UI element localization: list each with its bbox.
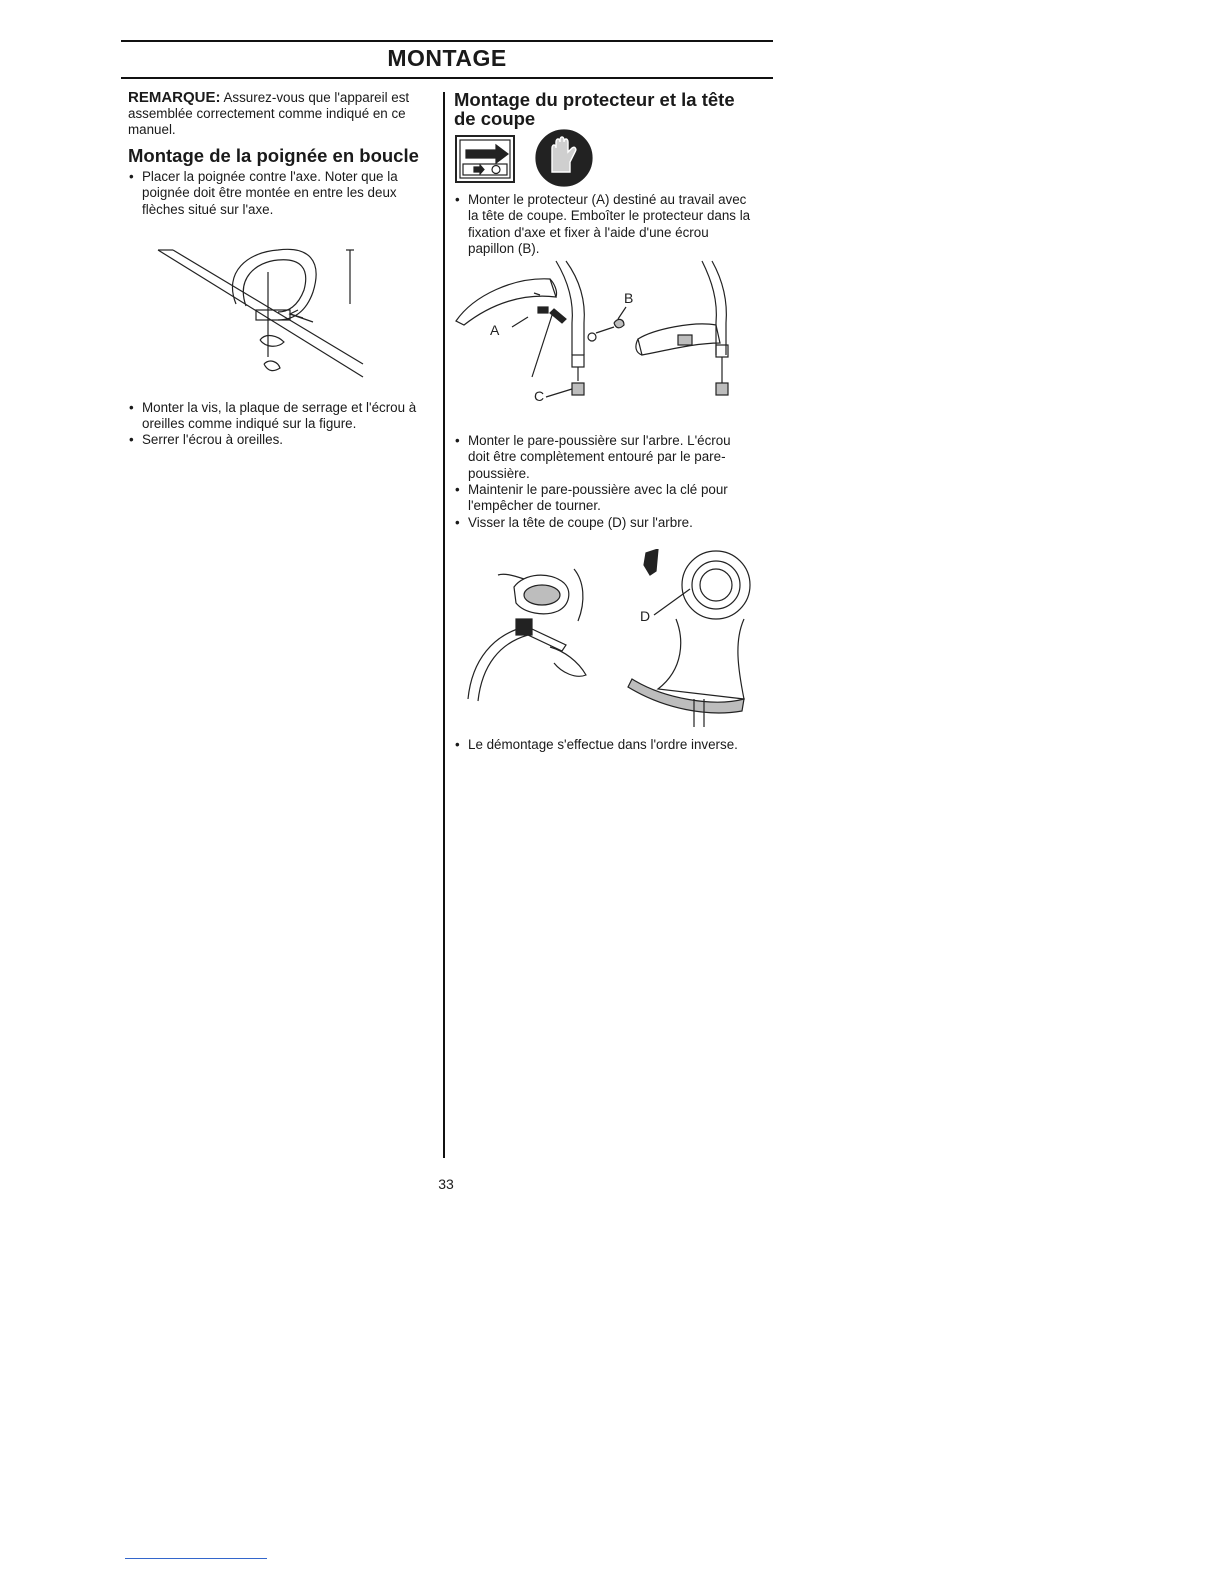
note-text: Assurez-vous que l'appareil est assemblée correctement comme indiqué en ce manuel. <box>128 90 410 137</box>
handle-steps-list-1 <box>128 169 433 218</box>
page-title: MONTAGE <box>387 45 507 71</box>
handle-steps-list-2 <box>128 400 433 449</box>
list-item: • Maintenir le pare-poussière avec la clé pour l'empêcher de tourner. <box>454 482 754 515</box>
gloves-icon <box>534 128 594 188</box>
left-column <box>128 90 433 449</box>
pictogram-row <box>454 134 754 190</box>
list-item: • Serrer l'écrou à oreilles. <box>128 432 433 448</box>
title-underline <box>121 77 773 79</box>
cutting-head-figure <box>454 549 754 729</box>
list-item: • Placer la poignée contre l'axe. Noter que la poignée doit être montée en entre les deux flèches situé sur l'axe. <box>128 169 433 218</box>
label-a: A <box>490 322 500 339</box>
list-item: • Monter le protecteur (A) destiné au travail avec la tête de coupe. Emboîter le protecteur dans la fixation d'axe et fixer à l'aide d'une écrou papillon (B). <box>454 192 754 257</box>
label-c: C <box>534 388 545 405</box>
section-heading-handle: Montage de la poignée en boucle <box>128 145 419 166</box>
note-paragraph <box>128 90 433 138</box>
guard-steps-list-2 <box>454 433 754 531</box>
page-number: 33 <box>438 1176 454 1192</box>
note-keyword: REMARQUE: <box>128 89 221 106</box>
arrow-panel-icon <box>454 134 516 184</box>
list-item: • Visser la tête de coupe (D) sur l'arbre. <box>454 515 754 531</box>
column-divider <box>443 92 445 1158</box>
right-column <box>454 90 754 753</box>
top-rule <box>121 40 773 42</box>
label-b: B <box>624 290 634 307</box>
section-heading-guard: Montage du protecteur et la tête de coupe <box>454 89 735 129</box>
guard-steps-list-3 <box>454 737 754 753</box>
footer-link-underline[interactable] <box>125 1558 267 1559</box>
handle-assembly-figure <box>128 232 433 392</box>
label-d: D <box>640 607 651 624</box>
guard-steps-list-1 <box>454 192 754 257</box>
guard-assembly-figure <box>454 259 754 409</box>
list-item: • Monter la vis, la plaque de serrage et l'écrou à oreilles comme indiqué sur la figure. <box>128 400 433 433</box>
list-item: • Le démontage s'effectue dans l'ordre inverse. <box>454 737 754 753</box>
list-item: • Monter le pare-poussière sur l'arbre. L'écrou doit être complètement entouré par le pare-poussière. <box>454 433 754 482</box>
